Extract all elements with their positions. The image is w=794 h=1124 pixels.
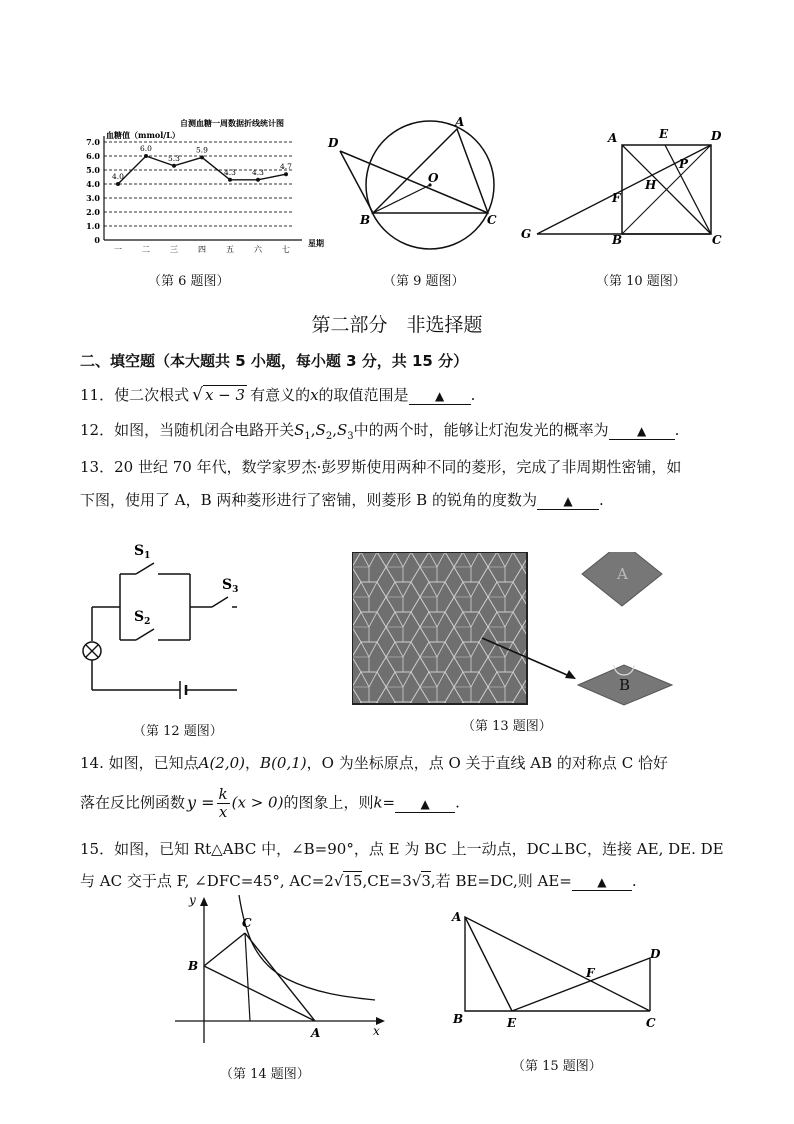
switch-s1-blade [136, 563, 154, 574]
data-label: 4.0 [112, 172, 124, 181]
label-s2: $S_2$ [134, 609, 151, 627]
sqrt-radical: √15 [333, 872, 363, 890]
figure-15-caption: （第 15 题图） [512, 1059, 602, 1074]
label-a: A [452, 910, 462, 924]
question-15-line-1: 15．如图，已知 Rt△ABC 中，∠B=90°，点 E 为 BC 上一动点，DC⊥BC，连接 AE, DE. DE [80, 840, 724, 858]
figure-12-caption: （第 12 题图） [133, 724, 223, 739]
switch-sub: 2 [325, 431, 333, 442]
sqrt-radical: √ x − 3 [192, 385, 246, 405]
data-label: 4.3 [224, 167, 236, 177]
func-x: x [218, 803, 228, 821]
tiling-photo [352, 552, 527, 704]
q14-text-b: ，O 为坐标原点，点 O 关于直线 AB 的对称点 C 恰好 [306, 754, 668, 772]
figure-13-caption: （第 13 题图） [462, 719, 552, 734]
y-tick-label: 4.0 [86, 179, 100, 189]
func-y: y = [187, 792, 215, 812]
figure-9-diagram [325, 112, 505, 262]
data-point [200, 155, 204, 159]
q11-var: x [310, 386, 319, 404]
switch-sub: 1 [304, 431, 311, 442]
y-tick-label: 0 [94, 235, 100, 245]
switch-sub: 3 [347, 431, 354, 442]
label-d: D [711, 129, 722, 143]
q12-number: 12． [80, 421, 115, 439]
q12-end: . [674, 421, 680, 439]
q15-radicand-1: 15 [343, 872, 363, 890]
figure-15-diagram [450, 905, 670, 1040]
triangle-marker-icon: ▲ [420, 796, 430, 811]
x-tick-label: 一 [114, 245, 122, 254]
q14-text-d: 的图象上，则 [283, 793, 374, 812]
x-tick-label: 二 [142, 245, 150, 254]
figure-14-caption: （第 14 题图） [220, 1067, 310, 1082]
data-label: 6.0 [140, 144, 152, 153]
q14-comma: ， [245, 754, 261, 772]
q11-end: . [470, 386, 476, 404]
switch-var: S [315, 421, 326, 439]
q15-end: . [631, 872, 637, 890]
figure-10-diagram [515, 118, 730, 253]
label-e: E [659, 127, 669, 141]
data-label: 5.9 [196, 145, 208, 155]
y-tick-label: 2.0 [86, 207, 100, 217]
y-tick-label: 3.0 [86, 193, 100, 203]
data-point [144, 154, 148, 158]
label-y: y [189, 893, 196, 907]
question-15-line-2 [80, 870, 637, 891]
q14-answer-blank[interactable] [395, 794, 455, 813]
label-o: O [428, 171, 439, 185]
point-b: B(0,1) [260, 754, 307, 772]
question-13-line-1: 13．20 世纪 70 年代，数学家罗杰·彭罗斯使用两种不同的菱形，完成了非周期性密铺，如 [80, 458, 682, 476]
label-b: B [188, 959, 199, 973]
label-x: x [373, 1024, 380, 1038]
question-14-line-2 [80, 786, 460, 821]
segment-db [340, 151, 373, 213]
switch-s3-blade [212, 597, 228, 607]
label-b: B [360, 213, 371, 227]
segment-ed [512, 958, 650, 1011]
chart-title: 自测血糖一周数据折线统计图 [180, 118, 284, 128]
question-11 [80, 384, 475, 405]
q11-text-c: 的取值范围是 [318, 386, 409, 404]
data-point [256, 178, 260, 182]
q12-text-a: 如图，当随机闭合电路开关 [114, 421, 295, 439]
q13-answer-blank[interactable] [537, 491, 599, 510]
q11-number: 11． [80, 386, 115, 404]
section-header: 二、填空题（本大题共 5 小题，每小题 3 分，共 15 分） [80, 352, 469, 370]
q12-text-b: 中的两个时，能够让灯泡发光的概率为 [353, 421, 609, 439]
segment-bc [204, 933, 245, 966]
data-label: 5.3 [168, 153, 180, 163]
label-a: A [455, 115, 465, 129]
fraction-k-over-x [217, 786, 230, 821]
label-d: D [328, 136, 339, 150]
segment-bo [373, 185, 430, 213]
data-point [116, 182, 120, 186]
label-c: C [646, 1016, 656, 1030]
y-tick-label: 1.0 [86, 221, 100, 231]
label-b: B [612, 233, 623, 247]
switch-s2-blade [136, 629, 154, 640]
x-tick-label: 六 [254, 245, 262, 254]
q13-text: 下图，使用了 A，B 两种菱形进行了密铺，则菱形 B 的锐角的度数为 [80, 491, 537, 509]
q13-end: . [598, 491, 604, 509]
label-b: B [453, 1012, 464, 1026]
segment-ba [204, 966, 315, 1021]
switch-var: S [294, 421, 305, 439]
data-point [172, 164, 176, 168]
switch-var: S [336, 421, 348, 439]
question-12: 12．如图，当随机闭合电路开关$S_1,S_2,S_3$中的两个时，能够让灯泡发光的概率为 ▲ . [80, 421, 680, 442]
x-tick-label: 三 [170, 245, 178, 254]
label-f: F [612, 191, 621, 205]
q11-text-b: 有意义的 [250, 386, 311, 404]
x-tick-label: 四 [198, 245, 206, 254]
q14-text-c: 落在反比例函数 [80, 793, 186, 812]
triangle-marker-icon: ▲ [563, 494, 573, 508]
y-axis-arrow-icon [200, 897, 208, 906]
q11-radicand: x − 3 [204, 386, 246, 404]
figure-12-circuit [72, 535, 257, 705]
q14-text-a: 14. 如图，已知点 [80, 754, 199, 772]
y-tick-label: 5.0 [86, 165, 100, 175]
q15-text-c: ,若 BE=DC,则 AE= [430, 872, 572, 890]
segment-dc [340, 151, 488, 213]
section-title: 第二部分 非选择题 [311, 314, 483, 336]
label-a: A [311, 1026, 321, 1040]
q12-answer-blank[interactable] [609, 421, 675, 440]
data-point [284, 172, 288, 176]
q14-end: . [455, 793, 460, 812]
data-label: 4.7 [280, 162, 292, 172]
x-tick-label: 七 [282, 245, 290, 254]
sqrt-radical: √3 [411, 872, 431, 890]
label-c: C [242, 916, 252, 930]
figure-6-caption: （第 6 题图） [148, 274, 230, 289]
k-var: k= [373, 793, 396, 812]
chart-ylabel: 血糖值（mmol/L） [106, 130, 180, 140]
y-tick-label: 7.0 [86, 137, 100, 147]
label-h: H [645, 178, 657, 192]
q11-text-a: 使二次根式 [114, 386, 190, 404]
figure-13-tiling [352, 552, 712, 712]
segment-co [245, 933, 250, 1021]
y-tick-label: 6.0 [86, 151, 100, 161]
label-s3: $S_3$ [222, 577, 239, 595]
question-13-line-2 [80, 489, 604, 510]
q15-text-a: 与 AC 交于点 F, ∠DFC=45°, AC=2 [80, 872, 334, 890]
figure-10-caption: （第 10 题图） [596, 274, 686, 289]
label-c: C [712, 233, 722, 247]
label-e: E [507, 1016, 517, 1030]
q11-answer-blank[interactable] [409, 386, 471, 405]
label-a: A [608, 131, 618, 145]
triangle-marker-icon: ▲ [597, 875, 607, 889]
figure-14-diagram [175, 893, 390, 1053]
segment-ca [245, 933, 315, 1021]
hyperbola-curve [239, 895, 375, 1000]
question-14-line-1 [80, 752, 668, 773]
label-c: C [487, 213, 497, 227]
point-a: A(2,0) [198, 754, 246, 772]
triangle-marker-icon: ▲ [637, 424, 647, 438]
func-condition: (x > 0) [231, 793, 284, 812]
func-k: k [218, 785, 228, 803]
label-a: A [617, 565, 628, 583]
label-f: F [586, 966, 595, 980]
triangle-marker-icon: ▲ [434, 389, 445, 403]
segment-ae [465, 917, 512, 1011]
figure-6-chart [82, 112, 332, 262]
label-g: G [521, 227, 532, 241]
figure-9-caption: （第 9 题图） [383, 274, 465, 289]
triangle-abc [465, 917, 650, 1011]
chart-xlabel: 星期 [308, 238, 324, 248]
data-label: 4.3 [252, 167, 264, 177]
q15-text-b: ,CE=3 [362, 872, 412, 890]
label-s1: $S_1$ [134, 543, 151, 561]
x-tick-label: 五 [226, 245, 234, 254]
label-p: P [679, 157, 689, 171]
q15-answer-blank[interactable] [572, 872, 632, 891]
q15-radicand-2: 3 [421, 872, 431, 890]
data-point [228, 178, 232, 182]
label-d: D [650, 947, 661, 961]
label-b: B [619, 676, 631, 694]
